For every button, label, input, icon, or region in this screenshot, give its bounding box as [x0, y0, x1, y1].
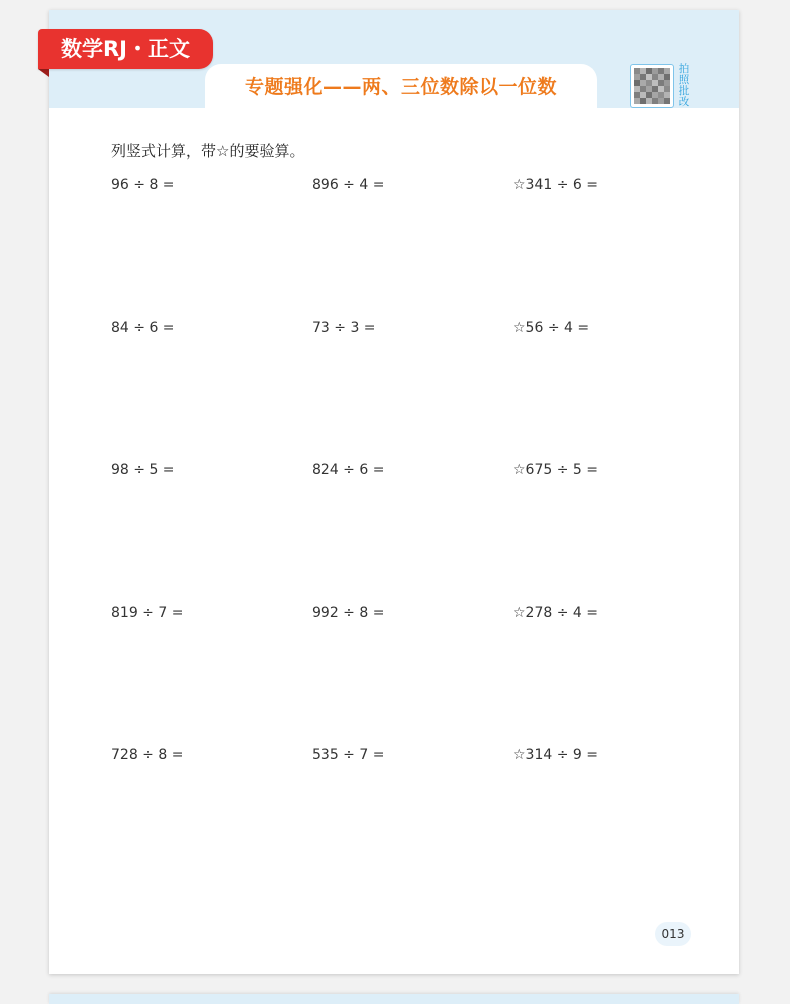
problem-item: ☆56 ÷ 4 = [513, 320, 590, 336]
problem-item: 96 ÷ 8 = [111, 177, 175, 193]
problem-item: ☆314 ÷ 9 = [513, 747, 598, 763]
qr-code[interactable] [630, 64, 674, 108]
problem-item: 824 ÷ 6 = [312, 462, 385, 478]
subject-badge-label: 数学RJ・正文 [61, 37, 190, 61]
problem-item: 819 ÷ 7 = [111, 605, 184, 621]
problem-item: ☆675 ÷ 5 = [513, 462, 598, 478]
problem-item: ☆341 ÷ 6 = [513, 177, 598, 193]
workbook-page [49, 10, 739, 974]
problem-item: 992 ÷ 8 = [312, 605, 385, 621]
qr-label-char: 照 [678, 74, 690, 86]
problem-item: 896 ÷ 4 = [312, 177, 385, 193]
problem-item: ☆278 ÷ 4 = [513, 605, 598, 621]
title-tab [205, 64, 597, 108]
instruction-text: 列竖式计算，带☆的要验算。 [111, 142, 305, 160]
subject-badge [38, 29, 213, 69]
qr-label-char: 拍 [678, 63, 690, 75]
badge-fold [38, 69, 49, 77]
page-title: 专题强化——两、三位数除以一位数 [244, 76, 557, 98]
next-page-edge [49, 994, 739, 1004]
problem-item: 84 ÷ 6 = [111, 320, 175, 336]
qr-label-char: 改 [678, 96, 690, 108]
qr-mosaic-icon [634, 68, 670, 104]
page-number: 013 [655, 922, 691, 946]
problem-item: 535 ÷ 7 = [312, 747, 385, 763]
problem-item: 98 ÷ 5 = [111, 462, 175, 478]
problem-item: 728 ÷ 8 = [111, 747, 184, 763]
problem-item: 73 ÷ 3 = [312, 320, 376, 336]
qr-label [677, 64, 691, 108]
qr-label-char: 批 [678, 85, 690, 97]
